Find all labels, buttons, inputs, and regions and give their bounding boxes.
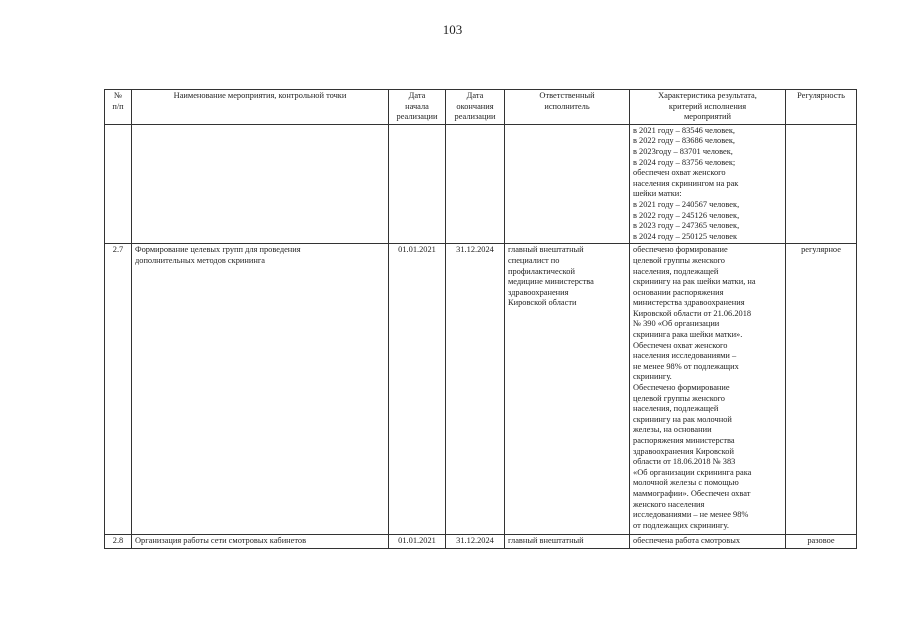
cell-line: здравоохранения Кировской [633, 446, 734, 456]
page-number: 103 [442, 22, 463, 37]
row-name [132, 535, 389, 549]
row-num: 2.7 [105, 244, 132, 535]
cell-line: не менее 98% от подлежащих [633, 361, 739, 371]
cell-line: скринингу. [633, 372, 672, 382]
row-result [630, 535, 786, 549]
cell-line: мероприятий [683, 112, 732, 122]
cell-line: Дата [466, 91, 484, 100]
cell-line: Кировской области от 21.06.2018 [633, 308, 752, 318]
cell-line: № [114, 91, 122, 100]
cell-line: реализации [454, 112, 496, 122]
cell-line: распоряжения министерства [633, 436, 735, 445]
row-result [630, 124, 786, 244]
cell-line: Кировской области [508, 298, 577, 308]
cell-line: населения, подлежащей [633, 266, 719, 276]
row-regularity: разовое [786, 535, 857, 549]
header-executor [505, 90, 630, 125]
row-start-date [389, 124, 446, 244]
header-regularity [786, 90, 857, 125]
row-num: 2.8 [105, 535, 132, 549]
cell-line: в 2024 году – 250125 человек [633, 231, 738, 241]
cell-line: окончания [456, 101, 494, 111]
row-result [630, 244, 786, 535]
header-name [132, 90, 389, 125]
cell-line: министерства здравоохранения [633, 298, 745, 308]
row-executor [505, 535, 630, 549]
cell-line: обеспечено формирование [633, 245, 728, 255]
cell-line: населения исследованиями – [633, 351, 737, 361]
cell-line: целевой группы женского [633, 393, 725, 403]
table-row [105, 535, 857, 549]
cell-line: исследованиями – не менее 98% [633, 510, 749, 520]
row-end-date [446, 124, 505, 244]
cell-line: Ответственный [539, 91, 595, 100]
cell-line: от подлежащих скринингу. [633, 520, 729, 530]
cell-line: п/п [112, 101, 124, 111]
cell-line: главный внештатный [508, 536, 584, 546]
cell-line: скринингу на рак молочной [633, 414, 732, 424]
header-start-date [389, 90, 446, 125]
row-executor [505, 244, 630, 535]
cell-line: дополнительных методов скрининга [135, 255, 265, 265]
header-end-date [446, 90, 505, 125]
cell-line: железы, на основании [633, 425, 712, 435]
cell-line: здравоохранения [508, 287, 569, 297]
cell-line: женского населения [633, 499, 705, 509]
cell-line: Формирование целевых групп для проведения [135, 245, 301, 255]
cell-line: реализации [396, 112, 438, 122]
cell-line: главный внештатный [508, 245, 584, 255]
header-num [105, 90, 132, 125]
header-row [105, 90, 857, 125]
cell-line: начала [405, 101, 429, 111]
cell-line: скринингу на рак шейки матки, на [633, 277, 756, 287]
cell-line: молочной железы с помощью [633, 478, 739, 488]
cell-line: Дата [408, 91, 426, 100]
row-executor [505, 124, 630, 244]
row-name [132, 124, 389, 244]
cell-line: в 2022 году – 245126 человек, [633, 210, 740, 220]
cell-line: «Об организации скрининга рака [633, 467, 752, 477]
cell-line: шейки матки: [633, 189, 682, 199]
cell-line: обеспечен охват женского [633, 168, 726, 178]
cell-line: основании распоряжения [633, 287, 724, 297]
cell-line: специалист по [508, 255, 560, 265]
cell-line: исполнитель [544, 101, 590, 111]
cell-line: Обеспечен охват женского [633, 340, 728, 350]
cell-line: медицине министерства [508, 277, 594, 287]
cell-line: в 2023году – 83701 человек, [633, 146, 733, 156]
cell-line: профилактической [508, 266, 575, 276]
row-end-date: 31.12.2024 [446, 244, 505, 535]
cell-line: Наименование мероприятия, контрольной точки [173, 91, 347, 100]
cell-line: маммографии». Обеспечен охват [633, 488, 751, 498]
cell-line: критерий исполнения [668, 101, 747, 111]
row-start-date: 01.01.2021 [389, 535, 446, 549]
row-name [132, 244, 389, 535]
cell-line: населения скринингом на рак [633, 178, 739, 188]
row-end-date: 31.12.2024 [446, 535, 505, 549]
cell-line: Организация работы сети смотровых кабинетов [135, 536, 307, 546]
cell-line: населения, подлежащей [633, 404, 719, 414]
cell-line: скрининга рака шейки матки». [633, 330, 743, 340]
table-row [105, 244, 857, 535]
row-regularity [786, 124, 857, 244]
cell-line: обеспечена работа смотровых [633, 536, 741, 546]
cell-line: в 2024 году – 83756 человек; [633, 157, 736, 167]
cell-line: Обеспечено формирование [633, 383, 730, 393]
header-result [630, 90, 786, 125]
cell-line: целевой группы женского [633, 255, 725, 265]
row-start-date: 01.01.2021 [389, 244, 446, 535]
measures-table [104, 89, 857, 549]
table-row [105, 124, 857, 244]
cell-line: области от 18.06.2018 № 383 [633, 457, 736, 467]
cell-line: в 2021 году – 240567 человек, [633, 199, 740, 209]
cell-line: Характеристика результата, [658, 91, 757, 100]
cell-line: № 390 «Об организации [633, 319, 720, 329]
row-num [105, 124, 132, 244]
cell-line: в 2023 году – 247365 человек, [633, 221, 740, 231]
cell-line: в 2022 году – 83686 человек, [633, 136, 735, 146]
cell-line: в 2021 году – 83546 человек, [633, 125, 735, 135]
row-regularity: регулярное [786, 244, 857, 535]
cell-line: Регулярность [797, 91, 845, 100]
